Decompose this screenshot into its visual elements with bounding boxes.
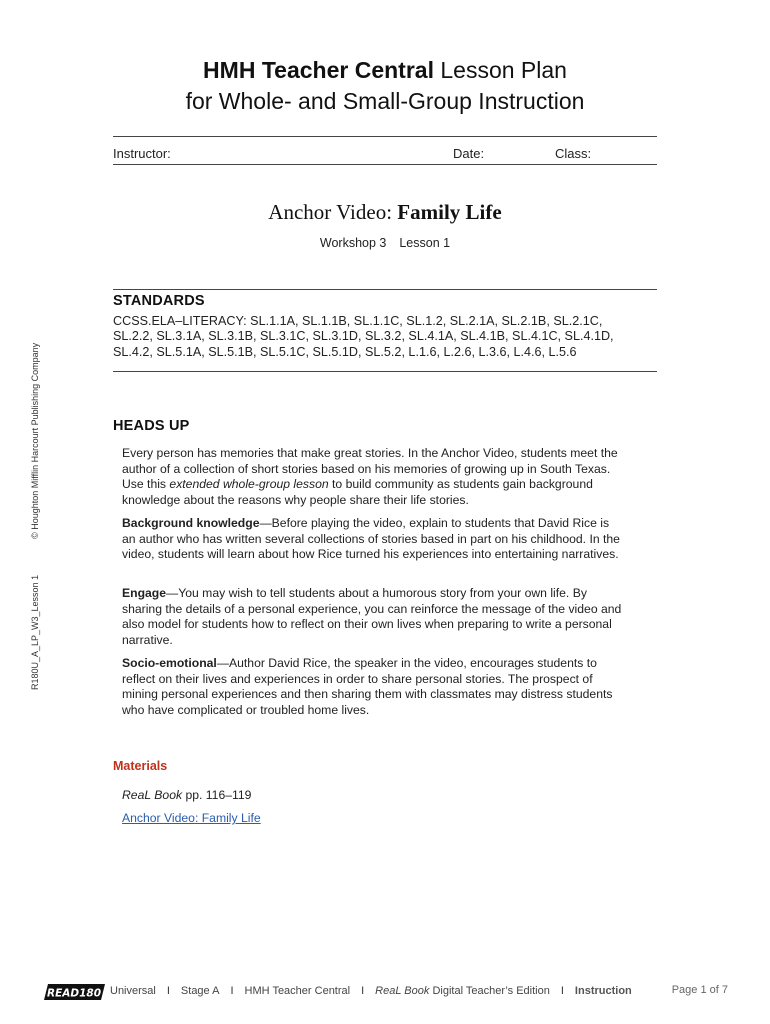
materials-book: ReaL Book pp. 116–119 [122, 788, 252, 802]
svg-text:READ180: READ180 [46, 987, 102, 1000]
footer-separator: I [560, 985, 564, 997]
footer-item-stage: Stage A [180, 985, 220, 997]
footer-item-instruction: Instruction [574, 985, 632, 997]
heads-up-heading: HEADS UP [113, 418, 190, 434]
standards-line: CCSS.ELA–LITERACY: SL.1.1A, SL.1.1B, SL.1.1C, SL.1.2, SL.2.1A, SL.2.1B, SL.2.1C, [113, 314, 603, 328]
page-footer [44, 983, 728, 1001]
heads-up-intro: Every person has memories that make great stories. In the Anchor Video, students meet the author of a collection of short stories based on his memories of growing up in South Texas. Use this extended whole-group lesson to build community as students gain background knowledge about the reasons why people share their life stories. [122, 446, 618, 507]
video-title-prefix: Anchor Video: [268, 200, 393, 224]
materials-video-item [122, 811, 261, 825]
header-rule-top [113, 136, 657, 137]
workshop-label: Workshop 3 [319, 236, 387, 250]
anchor-video-link[interactable]: Anchor Video: Family Life [122, 811, 261, 825]
footer-breadcrumb [110, 985, 632, 997]
footer-separator: I [166, 985, 170, 997]
video-title [0, 200, 770, 225]
side-margin-text [30, 343, 40, 690]
read180-logo [44, 983, 106, 1001]
date-label: Date: [453, 146, 485, 161]
standards-divider [113, 371, 657, 372]
lesson-plan-title [0, 55, 770, 117]
engage-paragraph: Engage—You may wish to tell students about a humorous story from your own life. By sharing the details of a personal experience, you can reinforce the message of the video and also model for students how to reflect on their own lives when preparing to write a personal narrative. [122, 586, 622, 647]
standards-heading: STANDARDS [113, 293, 205, 309]
socio-emotional-paragraph: Socio-emotional—Author David Rice, the speaker in the video, encourages students to reflect on their lives and experiences in order to share personal stories. The prospect of mining personal experiences and then sharing them with classmates may distress students who have complicated or troubled home lives. [122, 656, 613, 717]
document-code: R180U_A_LP_W3_Lesson 1 [30, 574, 40, 690]
video-title-name: Family Life [397, 200, 502, 224]
standards-rule [113, 289, 657, 290]
title-brand: HMH Teacher Central [203, 57, 434, 83]
footer-separator: I [230, 985, 234, 997]
standards-line: SL.2.2, SL.3.1A, SL.3.1B, SL.3.1C, SL.3.1D, SL.3.2, SL.4.1A, SL.4.1B, SL.4.1C, SL.4.1D, [113, 329, 614, 344]
title-rest: Lesson Plan [440, 57, 567, 83]
workshop-lesson [0, 236, 770, 250]
standards-list [113, 314, 663, 360]
copyright-notice: © Houghton Mifflin Harcourt Publishing Company [30, 342, 40, 539]
title-subtitle: for Whole- and Small-Group Instruction [185, 88, 585, 114]
class-label: Class: [555, 146, 592, 161]
footer-separator: I [361, 985, 365, 997]
footer-item-universal: Universal [110, 985, 156, 997]
header-rule-bottom [113, 164, 657, 165]
footer-item-teachers-edition: ReaL Book Digital Teacher’s Edition [375, 985, 550, 997]
standards-line: SL.4.2, SL.5.1A, SL.5.1B, SL.5.1C, SL.5.1D, SL.5.2, L.1.6, L.2.6, L.3.6, L.4.6, L.5.6 [113, 344, 577, 359]
materials-heading: Materials [113, 759, 168, 773]
lesson-label: Lesson 1 [399, 236, 451, 250]
footer-item-teacher-central: HMH Teacher Central [244, 985, 351, 997]
background-knowledge-paragraph: Background knowledge—Before playing the video, explain to students that David Rice is an author who has written several collections of stories based in part on his childhood. In the video, students will learn about how Rice turned his experiences into entertaining narratives. [122, 516, 620, 562]
page-number: Page 1 of 7 [671, 984, 728, 996]
instructor-label: Instructor: [113, 146, 171, 161]
